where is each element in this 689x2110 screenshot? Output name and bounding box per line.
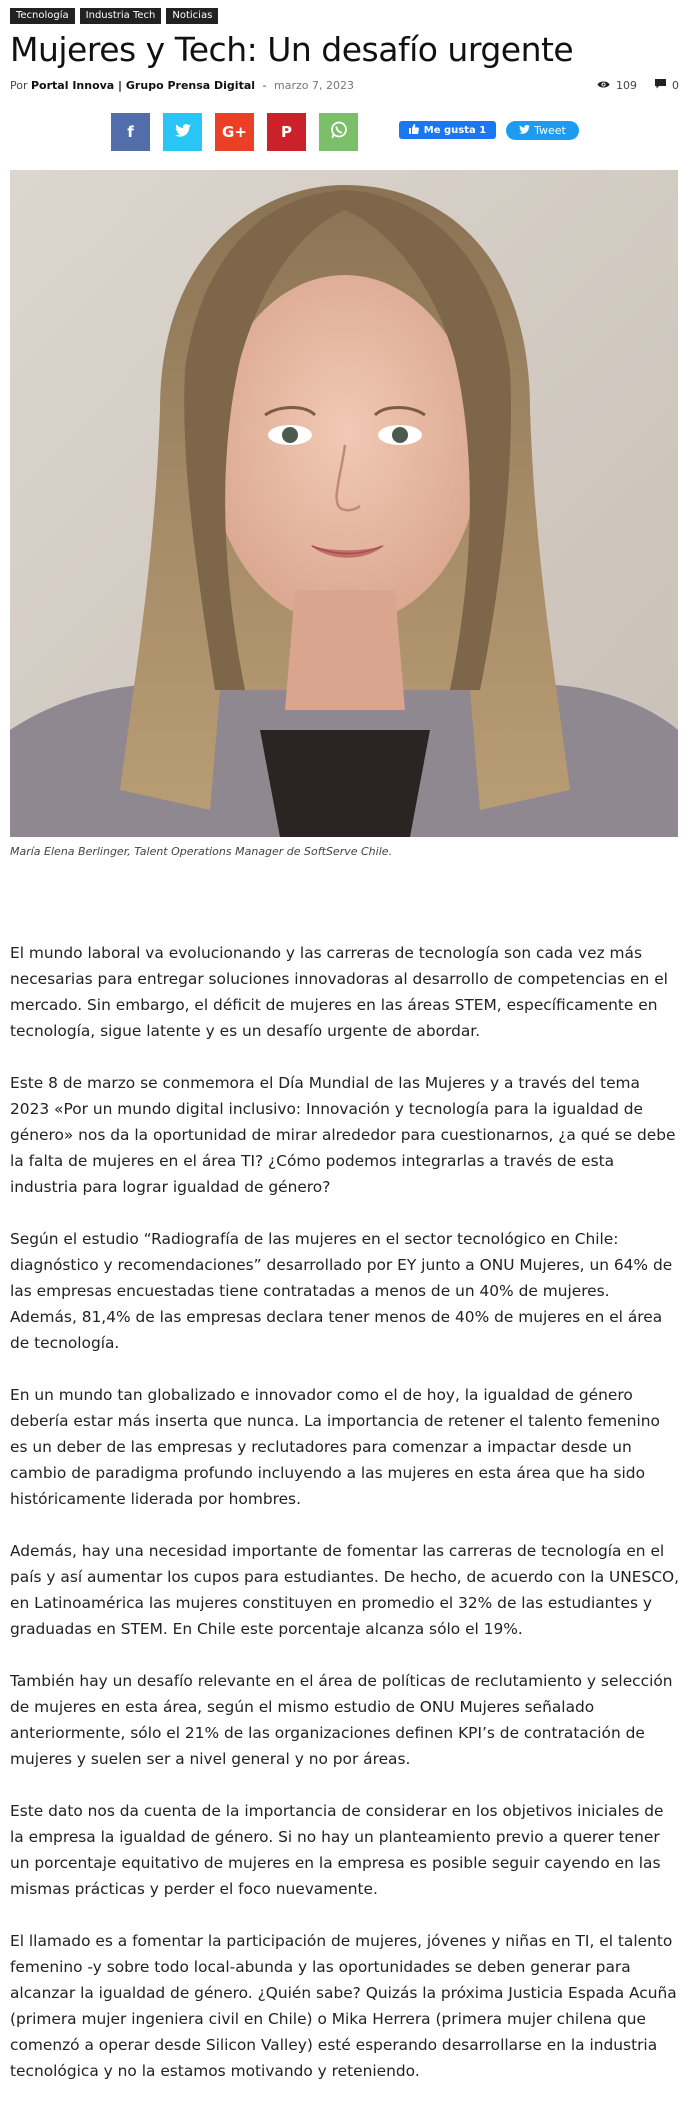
tag-noticias[interactable]: Noticias xyxy=(166,8,218,24)
like-label: Me gusta 1 xyxy=(423,124,487,136)
tag-tecnologia[interactable]: Tecnología xyxy=(10,8,75,24)
article-paragraph: Este 8 de marzo se conmemora el Día Mundial de las Mujeres y a través del tema 2023 «Por un mundo digital inclusivo: Innovación y tecnología para la igualdad de género» nos da la oportunidad de mirar alrededor para cuestionarnos, ¿a qué se debe la falta de mujeres en el área TI? ¿Cómo podemos integrarlas a través de esta industria para lograr igualdad de género? xyxy=(10,1074,676,1196)
article-paragraph: En un mundo tan globalizado e innovador como el de hoy, la igualdad de género debería estar más inserta que nunca. La importancia de retener el talento femenino es un deber de las empresas y reclutadores para comenzar a impactar desde un cambio de paradigma profundo incluyendo a las mujeres en esta área que ha sido históricamente liderada por hombres. xyxy=(10,1386,660,1508)
by-label: Por xyxy=(10,79,28,92)
article-paragraph: El mundo laboral va evolucionando y las carreras de tecnología son cada vez más necesarias para entregar soluciones innovadoras al desarrollo de competencias en el mercado. Sin embargo, el déficit de mujeres en las áreas STEM, específicamente en tecnología, sigue latente y es un desafío urgente de abordar. xyxy=(10,944,668,1040)
article-paragraph: Además, hay una necesidad importante de fomentar las carreras de tecnología en el país y así aumentar los cupos para estudiantes. De hecho, de acuerdo con la UNESCO, en Latinoamérica las mujeres constituyen en promedio el 32% de las estudiantes y graduadas en STEM. En Chile este porcentaje alcanza sólo el 19%. xyxy=(10,1542,680,1638)
photo-caption: María Elena Berlinger, Talent Operations Manager de SoftServe Chile. xyxy=(10,845,393,858)
whatsapp-share-button[interactable] xyxy=(319,113,358,151)
article-paragraph: Según el estudio “Radiografía de las mujeres en el sector tecnológico en Chile: diagnóstico y recomendaciones” desarrollado por EY junto a ONU Mujeres, un 64% de las empresas encuestadas tiene contratadas a menos de un 40% de mujeres. Además, 81,4% de las empresas declara tener menos de 40% de mujeres en el área de tecnología. xyxy=(10,1230,673,1352)
portrait-illustration xyxy=(10,170,678,837)
views-count: 109 xyxy=(616,79,637,92)
tweet-button[interactable] xyxy=(506,121,579,140)
meta-separator: - xyxy=(262,79,267,92)
facebook-share-button[interactable] xyxy=(111,113,150,151)
thumbs-up-icon xyxy=(409,124,419,137)
whatsapp-icon xyxy=(330,121,348,143)
publish-date: marzo 7, 2023 xyxy=(274,79,354,92)
comment-icon xyxy=(655,79,666,92)
article-title: Mujeres y Tech: Un desafío urgente xyxy=(10,30,574,69)
eye-icon xyxy=(597,79,610,92)
article-paragraph: También hay un desafío relevante en el área de políticas de reclutamiento y selección de mujeres en esta área, según el mismo estudio de ONU Mujeres señalado anteriormente, sólo el 21% de las organizaciones definen KPI’s de contratación de mujeres y suelen ser a nivel general y no por áreas. xyxy=(10,1672,673,1768)
category-tags xyxy=(10,8,218,24)
pinterest-share-button[interactable] xyxy=(267,113,306,151)
author-link[interactable]: Portal Innova | Grupo Prensa Digital xyxy=(31,79,256,92)
tweet-label: Tweet xyxy=(534,124,566,137)
article-body xyxy=(10,940,680,2110)
twitter-icon xyxy=(175,123,191,141)
pinterest-icon: P xyxy=(281,123,292,141)
twitter-share-button[interactable] xyxy=(163,113,202,151)
googleplus-icon: G+ xyxy=(222,123,247,141)
article-stats xyxy=(597,79,679,92)
googleplus-share-button[interactable] xyxy=(215,113,254,151)
comments-stat[interactable] xyxy=(655,79,679,92)
views-stat xyxy=(597,79,637,92)
article-meta xyxy=(10,79,354,92)
share-buttons xyxy=(111,113,358,151)
tag-industria-tech[interactable]: Industria Tech xyxy=(80,8,162,24)
article-paragraph: Este dato nos da cuenta de la importancia de considerar en los objetivos iniciales de la empresa la igualdad de género. Si no hay un planteamiento previo a querer tener un porcentaje equitativo de mujeres en la empresa es posible seguir cayendo en las mismas prácticas y perder el foco nuevamente. xyxy=(10,1802,664,1898)
facebook-icon: f xyxy=(127,123,134,141)
twitter-bird-icon xyxy=(519,124,530,137)
facebook-like-button[interactable] xyxy=(399,121,496,139)
featured-portrait-photo xyxy=(10,170,678,837)
comments-count: 0 xyxy=(672,79,679,92)
article-paragraph: El llamado es a fomentar la participación de mujeres, jóvenes y niñas en TI, el talento femenino -y sobre todo local-abunda y las oportunidades se deben generar para alcanzar la igualdad de género. ¿Quién sabe? Quizás la próxima Justicia Espada Acuña (primera mujer ingeniera civil en Chile) o Mika Herrera (primera mujer chilena que comenzó a operar desde Silicon Valley) esté esperando desarrollarse en la industria tecnológica y no la estamos motivando y reteniendo. xyxy=(10,1932,677,2080)
